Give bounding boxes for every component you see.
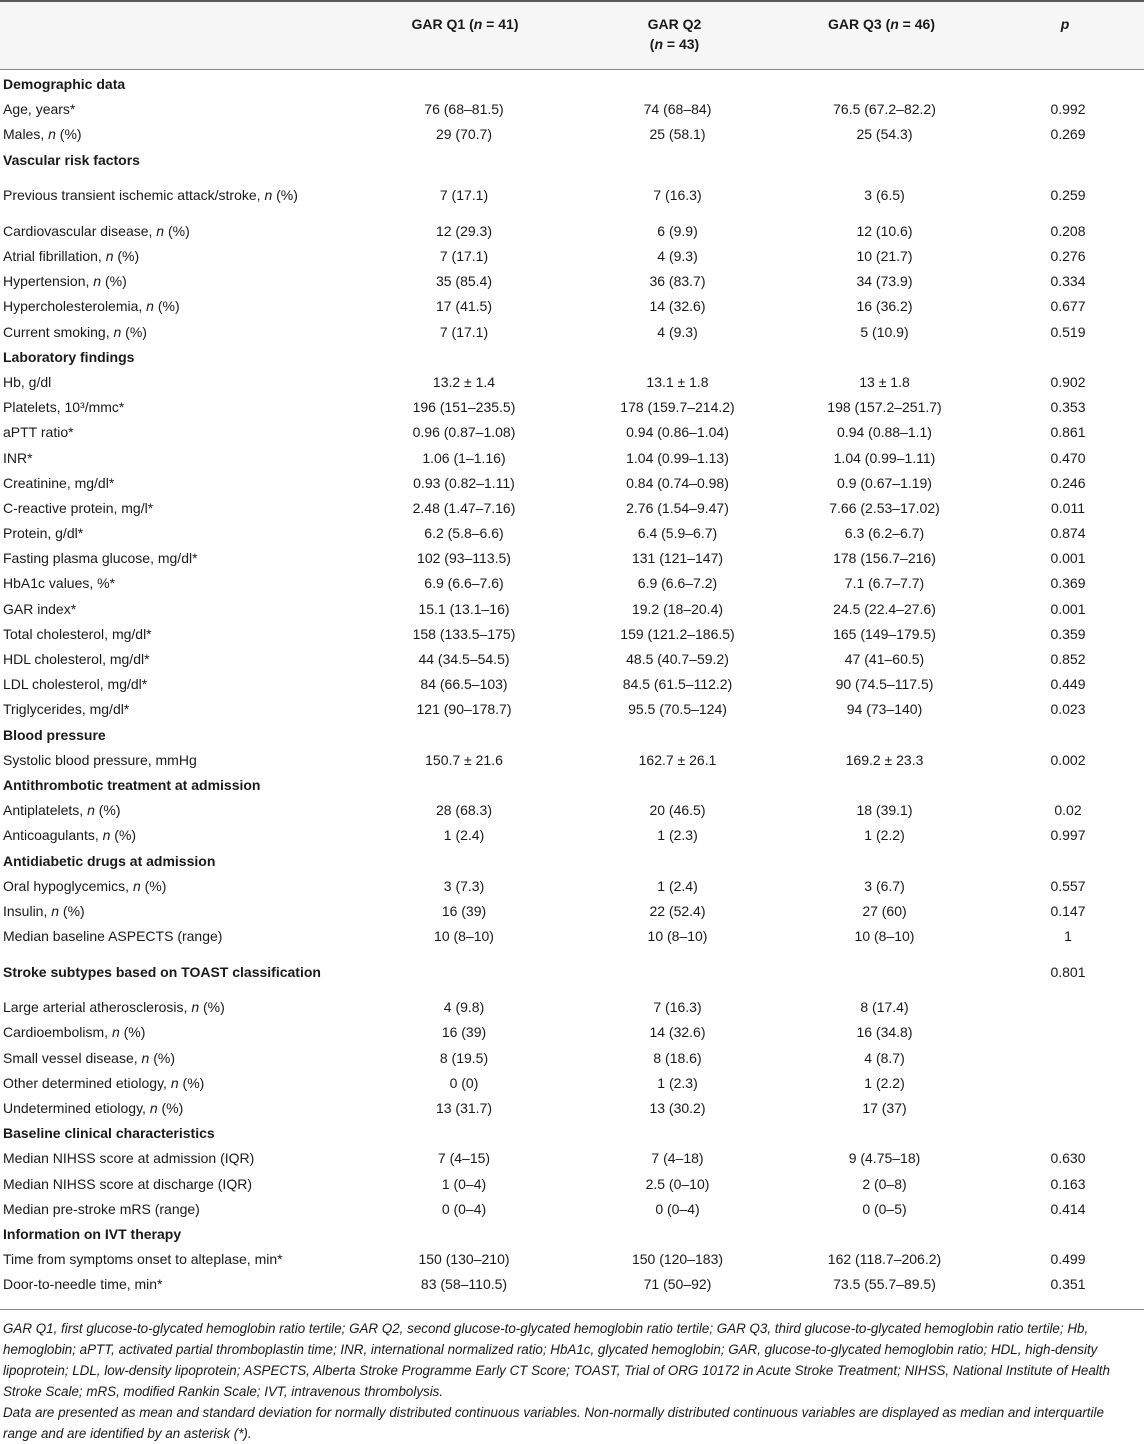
table-row [0, 1146, 1144, 1171]
row-label: Other determined etiology, n (%) [3, 1074, 205, 1091]
cell-q1: 76 (68–81.5) [424, 101, 504, 118]
row-label: LDL cholesterol, mg/dl* [3, 676, 148, 693]
cell-q2: 84.5 (61.5–112.2) [622, 676, 733, 693]
cell-p [989, 148, 1144, 173]
header-q3: GAR Q3 (n = 46) [828, 16, 935, 32]
cell-q1: 28 (68.3) [435, 802, 493, 819]
row-label: Atrial fibrillation, n (%) [3, 248, 140, 265]
cell-q3: 47 (41–60.5) [844, 651, 925, 668]
cell-q1: 121 (90–178.7) [416, 701, 512, 718]
row-label: Laboratory findings [3, 348, 135, 365]
cell-q1: 83 (58–110.5) [420, 1276, 508, 1293]
cell-q2: 0.94 (0.86–1.04) [626, 424, 729, 441]
cell-q3: 10 (8–10) [854, 928, 915, 945]
row-label: Median NIHSS score at admission (IQR) [3, 1150, 255, 1167]
cell-q2: 1.04 (0.99–1.13) [626, 449, 729, 466]
table-row [0, 370, 1144, 395]
cell-p: 0.449 [1050, 676, 1086, 693]
cell-q1: 0 (0) [449, 1074, 479, 1091]
row-label: Blood pressure [3, 726, 106, 743]
cell-p: 0.334 [1050, 273, 1086, 290]
cell-p: 0.992 [1050, 101, 1086, 118]
row-label: Large arterial atherosclerosis, n (%) [3, 999, 225, 1016]
cell-p: 0.630 [1050, 1150, 1086, 1167]
table-row [0, 122, 1144, 147]
cell-q3: 18 (39.1) [856, 802, 913, 819]
row-label: Hypercholesterolemia, n (%) [3, 298, 180, 315]
cell-q2: 4 (9.3) [657, 248, 698, 265]
cell-q3: 0.94 (0.88–1.1) [837, 424, 932, 441]
row-label: Median NIHSS score at discharge (IQR) [3, 1175, 252, 1192]
table-row [0, 496, 1144, 521]
row-label: Anticoagulants, n (%) [3, 827, 137, 844]
cell-q1 [353, 773, 575, 798]
cell-q2: 0 (0–4) [655, 1200, 700, 1217]
row-label: Fasting plasma glucose, mg/dl* [3, 550, 198, 567]
row-label: Baseline clinical characteristics [3, 1125, 215, 1142]
row-label: Insulin, n (%) [3, 902, 85, 919]
row-label: Cardiovascular disease, n (%) [3, 222, 190, 239]
row-label: Previous transient ischemic attack/stroke, n (%) [3, 187, 298, 204]
cell-q3: 16 (34.8) [856, 1024, 913, 1041]
cell-p [989, 1121, 1144, 1146]
cell-q1: 0 (0–4) [441, 1200, 487, 1217]
cell-q1: 1 (2.4) [443, 827, 485, 844]
cell-p [989, 995, 1144, 1020]
row-label: Stroke subtypes based on TOAST classification [3, 963, 321, 980]
row-label: Time from symptoms onset to alteplase, min* [3, 1251, 283, 1268]
section-row [0, 773, 1144, 798]
cell-p [989, 345, 1144, 370]
row-label: Systolic blood pressure, mmHg [3, 751, 197, 768]
header-rule [0, 69, 1144, 70]
row-label: Hypertension, n (%) [3, 273, 127, 290]
cell-q3: 165 (149–179.5) [833, 625, 936, 642]
cell-p: 0.269 [1050, 126, 1086, 143]
cell-q2: 22 (52.4) [649, 902, 706, 919]
cell-p: 0.351 [1050, 1276, 1086, 1293]
section-row [0, 1121, 1144, 1146]
cell-p: 0.369 [1050, 575, 1086, 592]
section-row [0, 148, 1144, 173]
cell-q3: 6.3 (6.2–6.7) [844, 525, 925, 542]
table-row [0, 471, 1144, 496]
cell-q3: 24.5 (22.4–27.6) [833, 600, 936, 617]
cell-q1 [353, 949, 575, 995]
cell-q3 [780, 1222, 989, 1247]
cell-q2 [575, 773, 780, 798]
table-row [0, 244, 1144, 269]
cell-q1 [353, 345, 575, 370]
row-label: Age, years* [3, 101, 76, 118]
cell-q1: 29 (70.7) [435, 126, 493, 143]
cell-q1: 7 (4–15) [437, 1150, 491, 1167]
cell-p [989, 1071, 1144, 1096]
table-row [0, 1247, 1144, 1272]
table-row [0, 1096, 1144, 1121]
cell-q2: 14 (32.6) [649, 298, 706, 315]
cell-p: 0.147 [1050, 902, 1086, 919]
header-p: p [1060, 16, 1070, 32]
cell-q2: 0.84 (0.74–0.98) [626, 474, 729, 491]
cell-p: 0.208 [1050, 222, 1086, 239]
footnote-abbreviations: GAR Q1, first glucose-to-glycated hemoglobin ratio tertile; GAR Q2, second glucose-to-glycated hemoglobin ratio tertile; GAR Q3, third glucose-to-glycated hemoglobin ratio tertile; Hb, hemoglobin; aPTT, activated partial thromboplastin time; INR, international normalized ratio; HbA1c, glycated hemoglobin; GAR, glucose-to-glycated hemoglobin ratio; HDL, high-density lipoprotein; LDL, low-density lipoprotein; ASPECTS, Alberta Stroke Programme Early CT Score; TOAST, Trial of ORG 10172 in Acute Stroke Treatment; NIHSS, National Institute of Health Stroke Scale; mRS, modified Rankin Scale; IVT, intravenous thrombolysis. [3, 1321, 1110, 1399]
cell-q3: 73.5 (55.7–89.5) [833, 1276, 936, 1293]
row-label: Creatinine, mg/dl* [3, 474, 115, 491]
cell-p: 0.353 [1050, 399, 1086, 416]
cell-q2: 178 (159.7–214.2) [620, 399, 735, 416]
cell-q2 [575, 949, 780, 995]
row-label: Antithrombotic treatment at admission [3, 776, 261, 793]
cell-q3 [780, 345, 989, 370]
cell-q2: 159 (121.2–186.5) [620, 625, 735, 642]
cell-p: 0.852 [1050, 651, 1086, 668]
table-row [0, 1046, 1144, 1071]
bottom-rule [0, 1309, 1144, 1310]
header-q2 [572, 14, 777, 54]
table-row [0, 294, 1144, 319]
cell-q1: 13 (31.7) [435, 1100, 493, 1117]
row-label: Oral hypoglycemics, n (%) [3, 877, 167, 894]
cell-q1: 7 (17.1) [439, 187, 489, 204]
table-row [0, 571, 1144, 596]
cell-p: 1 [1064, 928, 1072, 945]
cell-q3: 1 (2.2) [864, 1074, 905, 1091]
cell-q2: 14 (32.6) [649, 1024, 706, 1041]
cell-p: 0.259 [1050, 187, 1086, 204]
cell-q2: 74 (68–84) [643, 101, 712, 118]
cell-q3: 3 (6.7) [864, 877, 905, 894]
row-label: Total cholesterol, mg/dl* [3, 625, 152, 642]
cell-q3: 25 (54.3) [856, 126, 913, 143]
cell-p: 0.001 [1050, 550, 1086, 567]
cell-q3 [780, 949, 989, 995]
cell-q3: 169.2 ± 23.3 [845, 751, 924, 768]
cell-q3: 162 (118.7–206.2) [827, 1251, 942, 1268]
cell-q1: 4 (9.8) [443, 999, 485, 1016]
table-row [0, 798, 1144, 823]
cell-q3: 0.9 (0.67–1.19) [837, 474, 932, 491]
cell-q1: 44 (34.5–54.5) [418, 651, 510, 668]
row-label: Triglycerides, mg/dl* [3, 701, 130, 718]
table-row [0, 546, 1144, 571]
cell-q2: 6 (9.9) [657, 222, 698, 239]
cell-q3: 16 (36.2) [856, 298, 913, 315]
cell-q1: 84 (66.5–103) [420, 676, 508, 693]
table-row [0, 924, 1144, 949]
cell-q3 [780, 773, 989, 798]
cell-q3 [780, 72, 989, 97]
cell-q3: 1.04 (0.99–1.11) [833, 449, 936, 466]
cell-q1: 150 (130–210) [418, 1251, 510, 1268]
cell-q2 [575, 148, 780, 173]
cell-p [989, 72, 1144, 97]
cell-q3: 34 (73.9) [856, 273, 913, 290]
cell-p: 0.414 [1050, 1200, 1086, 1217]
cell-q1 [353, 723, 575, 748]
cell-p [989, 1222, 1144, 1247]
cell-q1: 6.2 (5.8–6.6) [424, 525, 504, 542]
cell-q1: 2.48 (1.47–7.16) [412, 499, 516, 516]
cell-q1: 0.93 (0.82–1.11) [413, 474, 515, 491]
cell-p: 0.874 [1050, 525, 1086, 542]
cell-q2: 4 (9.3) [657, 323, 698, 340]
table-row [0, 521, 1144, 546]
section-row [0, 345, 1144, 370]
cell-q3: 1 (2.2) [864, 827, 905, 844]
table-row [0, 445, 1144, 470]
cell-q3: 90 (74.5–117.5) [835, 676, 934, 693]
cell-p: 0.677 [1050, 298, 1086, 315]
cell-q3: 0 (0–5) [862, 1200, 907, 1217]
row-label: Cardioembolism, n (%) [3, 1024, 146, 1041]
header-q1: GAR Q1 (n = 41) [411, 16, 519, 32]
cell-p: 0.801 [1050, 963, 1086, 980]
cell-p: 0.470 [1050, 449, 1086, 466]
row-label: Protein, g/dl* [3, 525, 84, 542]
cell-q1 [353, 848, 575, 873]
table-row [0, 420, 1144, 445]
cell-q2: 10 (8–10) [647, 928, 708, 945]
cell-q3 [780, 723, 989, 748]
cell-q1: 6.9 (6.6–7.6) [424, 575, 504, 592]
table-row [0, 748, 1144, 773]
cell-q3 [780, 848, 989, 873]
cell-q1: 3 (7.3) [443, 877, 485, 894]
cell-q1: 0.96 (0.87–1.08) [412, 424, 516, 441]
table-row [0, 1272, 1144, 1297]
row-label: Median baseline ASPECTS (range) [3, 928, 223, 945]
table-row [0, 1172, 1144, 1197]
cell-q2: 71 (50–92) [643, 1276, 712, 1293]
cell-q2: 13.1 ± 1.8 [646, 373, 709, 390]
cell-p: 0.359 [1050, 625, 1086, 642]
table-row [0, 395, 1144, 420]
row-label: Vascular risk factors [3, 151, 140, 168]
section-row [0, 723, 1144, 748]
table-row [0, 1071, 1144, 1096]
row-label: C-reactive protein, mg/l* [3, 499, 154, 516]
cell-p: 0.246 [1050, 474, 1086, 491]
cell-q1: 158 (133.5–175) [412, 625, 516, 642]
table-row [0, 1020, 1144, 1045]
cell-q1 [353, 72, 575, 97]
cell-q3: 178 (156.7–216) [833, 550, 936, 567]
cell-p: 0.001 [1050, 600, 1086, 617]
cell-p: 0.902 [1050, 373, 1086, 390]
cell-q2: 48.5 (40.7–59.2) [626, 651, 729, 668]
cell-q2: 13 (30.2) [649, 1100, 706, 1117]
cell-p: 0.276 [1050, 248, 1086, 265]
table-row [0, 269, 1144, 294]
cell-q1: 8 (19.5) [439, 1049, 489, 1066]
cell-q2: 8 (18.6) [653, 1049, 702, 1066]
table-row [0, 97, 1144, 122]
table-row [0, 219, 1144, 244]
cell-q2: 2.76 (1.54–9.47) [626, 499, 729, 516]
row-label: Males, n (%) [3, 126, 82, 143]
cell-p: 0.997 [1050, 827, 1086, 844]
cell-q2 [575, 72, 780, 97]
row-label: Median pre-stroke mRS (range) [3, 1200, 200, 1217]
cell-q2: 95.5 (70.5–124) [628, 701, 727, 718]
cell-q3: 5 (10.9) [860, 323, 909, 340]
table-row [0, 597, 1144, 622]
cell-q2: 36 (83.7) [649, 273, 706, 290]
cell-q1: 150.7 ± 21.6 [425, 751, 503, 768]
table-header [0, 2, 1144, 70]
cell-q2: 19.2 (18–20.4) [631, 600, 724, 617]
row-label: HDL cholesterol, mg/dl* [3, 651, 150, 668]
row-label: Current smoking, n (%) [3, 323, 147, 340]
cell-q3: 3 (6.5) [864, 187, 905, 204]
cell-q1: 7 (17.1) [439, 323, 489, 340]
cell-q2: 20 (46.5) [649, 802, 706, 819]
cell-p [989, 723, 1144, 748]
row-label: Demographic data [3, 76, 126, 93]
cell-q2: 7 (4–18) [651, 1150, 704, 1167]
row-label: Information on IVT therapy [3, 1225, 182, 1242]
table-row [0, 995, 1144, 1020]
cell-q2: 7 (16.3) [653, 999, 702, 1016]
table-row [0, 1197, 1144, 1222]
cell-q1: 13.2 ± 1.4 [432, 373, 496, 390]
cell-q3: 9 (4.75–18) [848, 1150, 921, 1167]
cell-p [989, 848, 1144, 873]
table-row [0, 672, 1144, 697]
header-q2-line1: GAR Q2 [647, 16, 702, 32]
cell-p: 0.519 [1050, 323, 1086, 340]
cell-q2: 6.9 (6.6–7.2) [637, 575, 718, 592]
footnote-data-note: Data are presented as mean and standard deviation for normally distributed continuous variables. Non-normally distributed continuous variables are displayed as median and interquartile range and are identified by an asterisk (*). [3, 1405, 1104, 1441]
row-label: Platelets, 10³/mmc* [3, 399, 125, 416]
cell-q1: 10 (8–10) [434, 928, 494, 945]
table-row [0, 173, 1144, 219]
cell-q2: 2.5 (0–10) [645, 1175, 710, 1192]
cell-q2: 6.4 (5.9–6.7) [637, 525, 718, 542]
table-row [0, 899, 1144, 924]
cell-p: 0.163 [1050, 1175, 1086, 1192]
cell-p: 0.557 [1050, 877, 1086, 894]
row-label: Hb, g/dl [3, 373, 52, 390]
cell-q3: 8 (17.4) [860, 999, 909, 1016]
row-label: GAR index* [3, 600, 77, 617]
row-label: Antiplatelets, n (%) [3, 802, 121, 819]
cell-p [989, 1046, 1144, 1071]
cell-p: 0.002 [1050, 751, 1086, 768]
cell-p: 0.861 [1050, 424, 1086, 441]
cell-q1: 17 (41.5) [435, 298, 493, 315]
cell-q2: 1 (2.4) [657, 877, 698, 894]
cell-q3: 17 (37) [862, 1100, 907, 1117]
cell-q3: 2 (0–8) [862, 1175, 907, 1192]
table-row [0, 697, 1144, 722]
row-label: Small vessel disease, n (%) [3, 1049, 175, 1066]
cell-q2: 7 (16.3) [653, 187, 702, 204]
cell-q1: 12 (29.3) [435, 222, 493, 239]
cell-q3 [780, 148, 989, 173]
cell-q2 [575, 848, 780, 873]
cell-q3: 7.66 (2.53–17.02) [829, 499, 940, 516]
cell-q3: 198 (157.2–251.7) [827, 399, 942, 416]
cell-p: 0.02 [1054, 802, 1082, 819]
cell-q1: 16 (39) [441, 902, 487, 919]
section-row [0, 848, 1144, 873]
cell-q1: 196 (151–235.5) [412, 399, 516, 416]
row-label: INR* [3, 449, 33, 466]
cell-q2: 131 (121–147) [631, 550, 724, 567]
data-table [0, 72, 1144, 1297]
cell-q1: 1.06 (1–1.16) [422, 449, 506, 466]
cell-q3: 27 (60) [862, 902, 907, 919]
cell-q2: 162.7 ± 26.1 [638, 751, 717, 768]
cell-q2: 1 (2.3) [657, 827, 698, 844]
cell-q1: 35 (85.4) [435, 273, 493, 290]
cell-q3 [780, 1121, 989, 1146]
table-row [0, 874, 1144, 899]
table-row [0, 622, 1144, 647]
cell-q3: 4 (8.7) [864, 1049, 905, 1066]
cell-q1 [353, 1222, 575, 1247]
table-row [0, 647, 1144, 672]
cell-p: 0.023 [1050, 701, 1086, 718]
section-row [0, 1222, 1144, 1247]
row-label: Antidiabetic drugs at admission [3, 852, 216, 869]
cell-q2 [575, 345, 780, 370]
table-row [0, 823, 1144, 848]
cell-q1: 16 (39) [441, 1024, 487, 1041]
cell-q2 [575, 723, 780, 748]
cell-q1: 1 (0–4) [441, 1175, 487, 1192]
cell-p [989, 1020, 1144, 1045]
row-label: Door-to-needle time, min* [3, 1276, 163, 1293]
cell-q2: 1 (2.3) [657, 1074, 698, 1091]
section-row [0, 72, 1144, 97]
cell-q2: 150 (120–183) [631, 1251, 724, 1268]
cell-p: 0.011 [1051, 499, 1085, 516]
cell-q1: 7 (17.1) [439, 248, 489, 265]
cell-q2 [575, 1222, 780, 1247]
row-label: HbA1c values, %* [3, 575, 116, 592]
cell-q1: 102 (93–113.5) [417, 550, 511, 567]
cell-q2: 25 (58.1) [649, 126, 706, 143]
cell-q3: 13 ± 1.8 [859, 373, 910, 390]
cell-p [989, 773, 1144, 798]
cell-q3: 10 (21.7) [856, 248, 913, 265]
cell-q3: 94 (73–140) [846, 701, 923, 718]
cell-p: 0.499 [1050, 1251, 1086, 1268]
cell-q3: 76.5 (67.2–82.2) [833, 101, 936, 118]
cell-q1 [353, 148, 575, 173]
table-row [0, 320, 1144, 345]
cell-q3: 12 (10.6) [856, 222, 913, 239]
section-row [0, 949, 1144, 995]
cell-q3: 7.1 (6.7–7.7) [844, 575, 925, 592]
row-label: Undetermined etiology, n (%) [3, 1100, 184, 1117]
cell-p [989, 1096, 1144, 1121]
table-footnotes [3, 1318, 1141, 1444]
cell-q2 [575, 1121, 780, 1146]
row-label: aPTT ratio* [3, 424, 74, 441]
header-q2-line2: (n = 43) [649, 36, 700, 52]
cell-q1: 15.1 (13.1–16) [418, 600, 510, 617]
cell-q1 [353, 1121, 575, 1146]
